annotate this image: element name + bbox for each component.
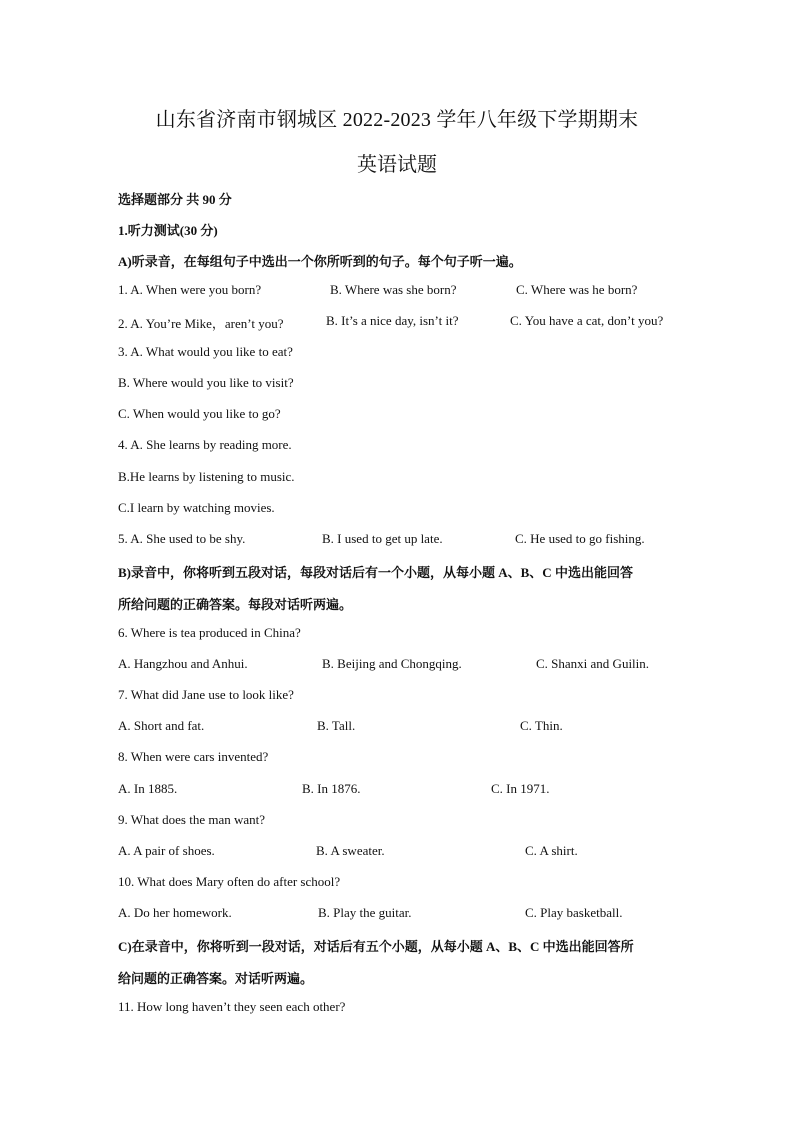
q4-option-a: 4. A. She learns by reading more. xyxy=(118,437,292,452)
q1-option-a: 1. A. When were you born? xyxy=(118,282,262,297)
q3-option-a: 3. A. What would you like to eat? xyxy=(118,344,293,359)
q2-option-a: 2. A. You’re Mike，aren’t you? xyxy=(118,316,284,331)
q2-option-b: B. It’s a nice day, isn’t it? xyxy=(326,313,459,328)
q8-stem: 8. When were cars invented? xyxy=(118,749,269,764)
section-c-instruction-line2: 给问题的正确答案。对话听两遍。 xyxy=(118,971,314,986)
q10-option-a: A. Do her homework. xyxy=(118,905,232,920)
q7-option-b: B. Tall. xyxy=(317,718,356,733)
q9-option-a: A. A pair of shoes. xyxy=(118,843,215,858)
q1-option-c: C. Where was he born? xyxy=(516,282,638,297)
q11-stem: 11. How long haven’t they seen each other? xyxy=(118,999,346,1014)
q10-stem: 10. What does Mary often do after school? xyxy=(118,874,341,889)
q6-option-a: A. Hangzhou and Anhui. xyxy=(118,656,248,671)
q10-option-c: C. Play basketball. xyxy=(525,905,623,920)
q2-option-c: C. You have a cat, don’t you? xyxy=(510,313,664,328)
q4-option-c: C.I learn by watching movies. xyxy=(118,500,275,515)
q9-option-b: B. A sweater. xyxy=(316,843,385,858)
q7-option-c: C. Thin. xyxy=(520,718,563,733)
q7-stem: 7. What did Jane use to look like? xyxy=(118,687,294,702)
page-subtitle: 英语试题 xyxy=(357,154,437,176)
q10-option-b: B. Play the guitar. xyxy=(318,905,412,920)
q5-option-b: B. I used to get up late. xyxy=(322,531,443,546)
q1-option-b: B. Where was she born? xyxy=(330,282,457,297)
q5-option-c: C. He used to go fishing. xyxy=(515,531,645,546)
q6-option-c: C. Shanxi and Guilin. xyxy=(536,656,650,671)
section-a-instruction: A)听录音，在每组句子中选出一个你所听到的句子。每个句子听一遍。 xyxy=(118,254,522,269)
q5-option-a: 5. A. She used to be shy. xyxy=(118,531,246,546)
q9-stem: 9. What does the man want? xyxy=(118,812,266,827)
q6-stem: 6. Where is tea produced in China? xyxy=(118,625,301,640)
section-b-instruction-line2: 所给问题的正确答案。每段对话听两遍。 xyxy=(118,597,353,612)
q8-option-b: B. In 1876. xyxy=(302,781,361,796)
q6-option-b: B. Beijing and Chongqing. xyxy=(322,656,462,671)
q3-option-b: B. Where would you like to visit? xyxy=(118,375,294,390)
q3-option-c: C. When would you like to go? xyxy=(118,406,281,421)
section-c-instruction-line1: C)在录音中，你将听到一段对话，对话后有五个小题，从每小题 A、B、C 中选出能回答所 xyxy=(118,939,634,954)
q9-option-c: C. A shirt. xyxy=(525,843,578,858)
page-title: 山东省济南市钢城区 2022-2023 学年八年级下学期期末 xyxy=(155,109,639,131)
listening-heading: 1.听力测试(30 分) xyxy=(118,223,218,238)
q4-option-b: B.He learns by listening to music. xyxy=(118,469,295,484)
part-heading: 选择题部分 共 90 分 xyxy=(118,192,232,207)
section-b-instruction-line1: B)录音中，你将听到五段对话，每段对话后有一个小题，从每小题 A、B、C 中选出能回答 xyxy=(118,565,633,580)
q7-option-a: A. Short and fat. xyxy=(118,718,205,733)
q8-option-a: A. In 1885. xyxy=(118,781,178,796)
q8-option-c: C. In 1971. xyxy=(491,781,550,796)
